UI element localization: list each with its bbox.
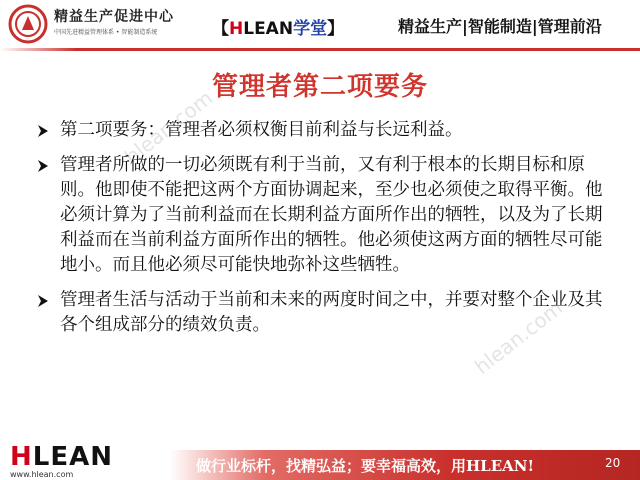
arrow-bullet-icon bbox=[36, 294, 50, 308]
bullet-text: 管理者所做的一切必须既有利于当前，又有利于根本的长期目标和原则。他即使不能把这两个方面协调起来，至少也必须使之取得平衡。他必须计算为了当前利益而在长期利益方面所作出的牺牲，以及为了长期利益而在当前利益方面所作出的牺牲。他必须使这两方面的牺牲尽可能地小。而且他必须尽可能快地弥补这些牺牲。 bbox=[60, 155, 603, 275]
hlean-lean: LEAN bbox=[243, 19, 294, 39]
footer-slogan: 做行业标杆，找精弘益；要幸福高效，用HLEAN! bbox=[196, 457, 535, 475]
header-divider bbox=[0, 48, 640, 51]
lean-center-logo-icon bbox=[8, 4, 48, 44]
bracket-left: 【 bbox=[212, 19, 229, 39]
page-number: 20 bbox=[605, 456, 621, 470]
hlean-xuetang: 学堂 bbox=[293, 19, 328, 39]
hlean-xuetang-label bbox=[212, 14, 344, 39]
bullet-item bbox=[36, 288, 616, 338]
watermark: hlean.com bbox=[470, 295, 568, 379]
arrow-bullet-icon bbox=[36, 159, 50, 173]
slide-title: 管理者第二项要务 bbox=[211, 72, 428, 102]
bracket-right: 】 bbox=[327, 19, 345, 39]
header-tagline: 精益生产|智能制造|管理前沿 bbox=[398, 17, 602, 36]
bullet-list bbox=[36, 118, 616, 348]
bullet-item bbox=[36, 118, 616, 143]
footer-url: www.hlean.com bbox=[10, 470, 74, 479]
header bbox=[0, 0, 640, 50]
footer-logo-lean: LEAN bbox=[32, 442, 113, 472]
footer-hlean-logo bbox=[10, 442, 113, 472]
bullet-text: 管理者生活与活动于当前和未来的两度时间之中，并要对整个企业及其各个组成部分的绩效负责。 bbox=[60, 290, 603, 335]
footer-logo-h: H bbox=[10, 442, 33, 472]
hlean-h: H bbox=[229, 19, 244, 39]
watermark: hlean.com bbox=[120, 85, 218, 169]
bullet-item bbox=[36, 153, 616, 278]
brand-subtitle: 中国先进精益管理体系 • 智能制造系统 bbox=[54, 29, 158, 36]
arrow-bullet-icon bbox=[36, 124, 50, 138]
bullet-text: 第二项要务：管理者必须权衡目前利益与长远利益。 bbox=[60, 120, 463, 140]
brand-title: 精益生产促进中心 bbox=[54, 9, 174, 25]
